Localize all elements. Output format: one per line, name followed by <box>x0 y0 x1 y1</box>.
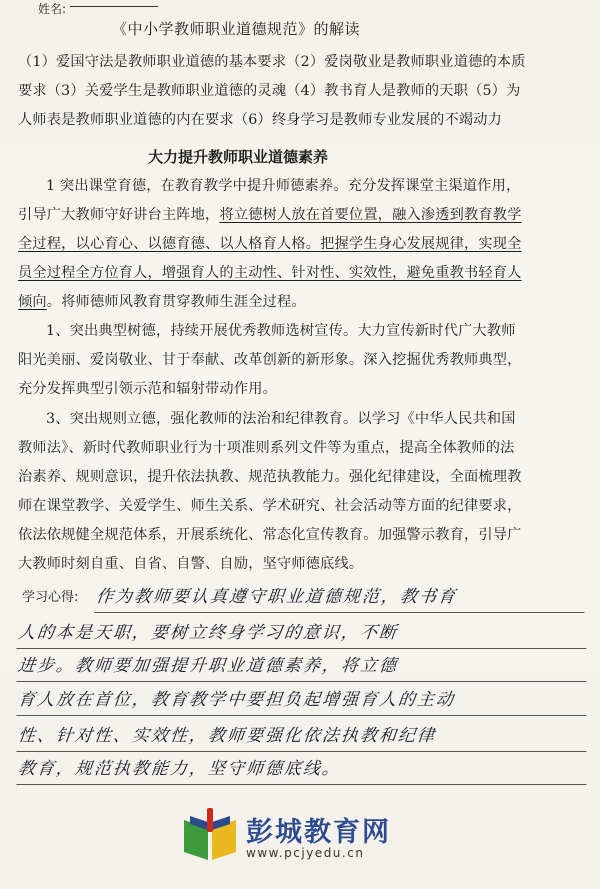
handwritten-line: 人的本是天职，要树立终身学习的意识，不断 <box>16 618 589 649</box>
intro-line: （1）爱国守法是教师职业道德的基本要求（2）爱岗敬业是教师职业道德的本质 <box>18 54 526 70</box>
underlined-text: 全过程，以心育心、以德育德、以人格育人格。 <box>18 236 321 252</box>
intro-line: 人师表是教师职业道德的内在要求（6）终身学习是教师专业发展的不竭动力 <box>18 112 503 128</box>
underlined-text: 倾向 <box>18 294 47 310</box>
handwritten-line: 性、针对性、实效性，教师要强化依法执教和纪律 <box>16 721 589 752</box>
logo-name: 彭城教育网 <box>246 817 391 848</box>
site-logo <box>180 806 430 866</box>
section-2-line: 阳光美丽、爱岗敬业、甘于奉献、改革创新的新形象。深入挖掘优秀教师典型， <box>18 352 522 368</box>
text-run: 。将师德师风教育贯穿教师生涯全过程。 <box>46 294 306 310</box>
name-field <box>38 0 158 16</box>
section-2-line: 1、突出典型树德，持续开展优秀教师选树宣传。大力宣传新时代广大教师 <box>46 323 516 339</box>
logo-url: www.pcjyedu.cn <box>246 846 365 860</box>
section-3-line: 治素养、规则意识，提升依法执教、规范执教能力。强化纪律建设，全面梳理教 <box>18 469 522 485</box>
notes-label: 学习心得: <box>22 590 79 605</box>
underlined-text: 把握学生身心发展规律，实现全 <box>320 236 522 252</box>
section-1-paragraph <box>18 172 584 317</box>
section-1-line: 1 突出课堂育德，在教育教学中提升师德素养。充分发挥课堂主渠道作用， <box>46 178 521 194</box>
text-run: 引导广大教师守好讲台主阵地， <box>18 207 220 223</box>
section-3-paragraph <box>18 405 584 579</box>
handwritten-line: 教育，规范执教能力，坚守师德底线。 <box>16 754 589 785</box>
section-1-line <box>18 230 584 259</box>
underlined-text: 将立德树人放在首要位置，融入渗透到教育教学 <box>219 207 522 223</box>
section-3-line: 大教师时刻自重、自省、自警、自励，坚守师德底线。 <box>18 556 364 572</box>
name-line <box>70 6 158 7</box>
section-1-line <box>18 201 584 230</box>
section-3-line: 教师法》、新时代教师职业行为十项准则系列文件等为重点，提高全体教师的法 <box>18 440 515 456</box>
section-3-line: 师在课堂教学、关爱学生、师生关系、学术研究、社会活动等方面的纪律要求， <box>18 498 522 514</box>
section-3-line: 3、突出规则立德，强化教师的法治和纪律教育。以学习《中华人民共和国 <box>46 411 516 427</box>
section-1-line <box>18 288 584 317</box>
intro-line: 要求（3）关爱学生是教师职业道德的灵魂（4）教书育人是教师的天职（5）为 <box>18 83 521 99</box>
section-2-paragraph <box>18 317 584 404</box>
document-title: 《中小学教师职业道德规范》的解读 <box>112 20 361 38</box>
handwritten-line: 作为教师要认真遵守职业道德规范，教书育 <box>94 582 587 613</box>
open-book-icon <box>180 806 240 864</box>
section-2-line: 充分发挥典型引领示范和辐射带动作用。 <box>18 381 277 397</box>
handwritten-line: 育人放在首位，教育教学中要担负起增强育人的主动 <box>16 685 589 716</box>
name-label: 姓名: <box>38 2 67 16</box>
handwritten-line: 进步。教师要加强提升职业道德素养，将立德 <box>16 651 589 682</box>
section-subtitle: 大力提升教师职业道德素养 <box>148 148 329 166</box>
section-3-line: 依法依规健全规范体系，开展系统化、常态化宣传教育。加强警示教育，引导广 <box>18 527 522 543</box>
section-1-line: 员全过程全方位育人，增强育人的主动性、针对性、实效性，避免重教书轻育人 <box>18 265 522 281</box>
intro-paragraph <box>18 48 584 135</box>
